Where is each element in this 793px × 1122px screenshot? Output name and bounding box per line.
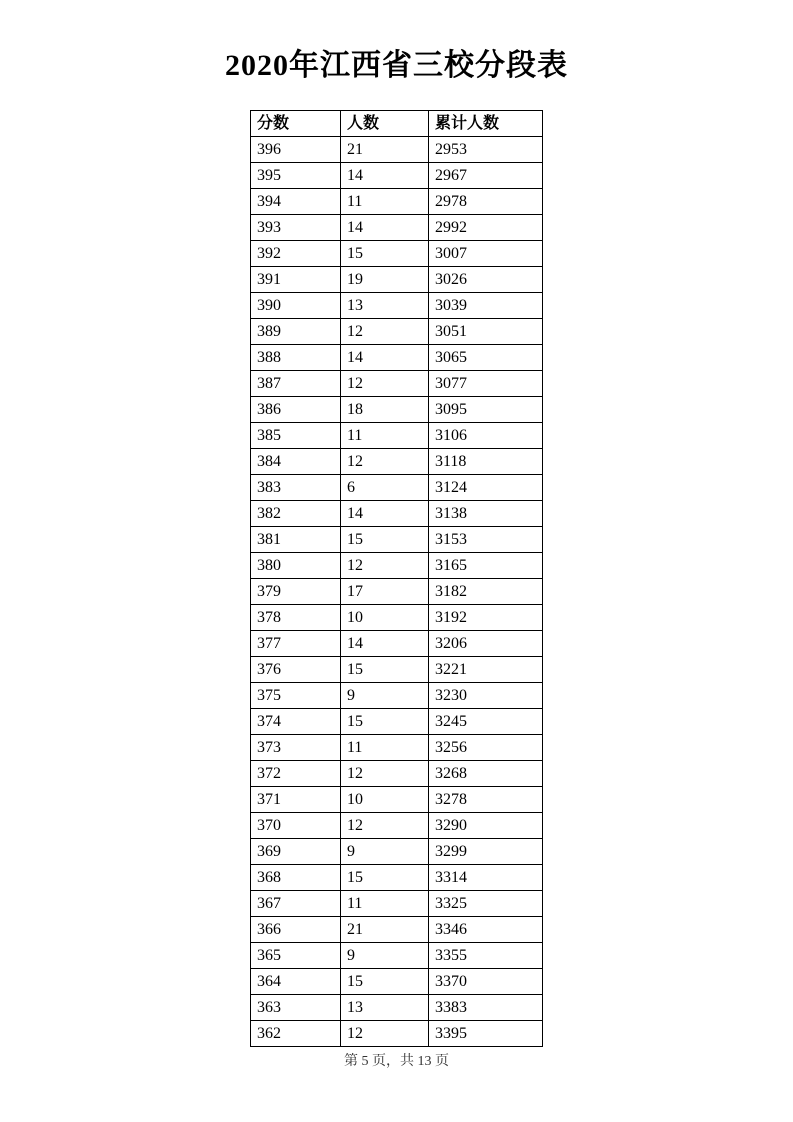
cell-score: 384 [251,449,341,475]
cell-count: 15 [341,657,429,683]
cell-score: 366 [251,917,341,943]
cell-score: 378 [251,605,341,631]
cell-count: 14 [341,345,429,371]
footer-page-number: 5 [361,1054,369,1069]
table-row [251,241,543,267]
cell-score: 371 [251,787,341,813]
cell-cumulative: 3039 [429,293,543,319]
cell-cumulative: 3370 [429,969,543,995]
score-table-container [0,110,793,1047]
cell-cumulative: 2978 [429,189,543,215]
cell-count: 12 [341,813,429,839]
cell-score: 391 [251,267,341,293]
table-row [251,553,543,579]
table-row [251,163,543,189]
cell-cumulative: 3153 [429,527,543,553]
footer-total-pages: 13 [417,1054,432,1069]
cell-score: 390 [251,293,341,319]
cell-score: 396 [251,137,341,163]
table-row [251,397,543,423]
cell-score: 392 [251,241,341,267]
table-row [251,579,543,605]
table-row [251,475,543,501]
cell-cumulative: 3182 [429,579,543,605]
table-row [251,501,543,527]
cell-count: 9 [341,943,429,969]
cell-score: 370 [251,813,341,839]
cell-count: 14 [341,215,429,241]
cell-count: 11 [341,423,429,449]
cell-score: 379 [251,579,341,605]
cell-score: 364 [251,969,341,995]
table-body [251,137,543,1047]
cell-cumulative: 3256 [429,735,543,761]
table-row [251,969,543,995]
cell-cumulative: 3077 [429,371,543,397]
cell-cumulative: 3192 [429,605,543,631]
cell-count: 12 [341,1021,429,1047]
cell-cumulative: 3106 [429,423,543,449]
cell-count: 6 [341,475,429,501]
cell-count: 21 [341,137,429,163]
cell-count: 21 [341,917,429,943]
cell-count: 17 [341,579,429,605]
cell-count: 14 [341,163,429,189]
cell-count: 14 [341,501,429,527]
footer-prefix: 第 [344,1054,358,1069]
table-row [251,423,543,449]
cell-count: 15 [341,709,429,735]
cell-cumulative: 3355 [429,943,543,969]
table-row [251,761,543,787]
cell-count: 11 [341,189,429,215]
table-row [251,891,543,917]
cell-score: 365 [251,943,341,969]
cell-cumulative: 3026 [429,267,543,293]
cell-count: 11 [341,891,429,917]
cell-cumulative: 3299 [429,839,543,865]
cell-cumulative: 3221 [429,657,543,683]
cell-score: 381 [251,527,341,553]
cell-cumulative: 3325 [429,891,543,917]
cell-count: 10 [341,605,429,631]
page-title: 2020年江西省三校分段表 [225,49,568,82]
cell-cumulative: 3165 [429,553,543,579]
cell-cumulative: 3051 [429,319,543,345]
table-row [251,631,543,657]
cell-count: 15 [341,865,429,891]
table-row [251,709,543,735]
cell-cumulative: 3118 [429,449,543,475]
table-row [251,787,543,813]
cell-score: 369 [251,839,341,865]
cell-score: 387 [251,371,341,397]
cell-count: 15 [341,241,429,267]
table-row [251,683,543,709]
table-header [251,111,543,137]
cell-score: 394 [251,189,341,215]
cell-cumulative: 2992 [429,215,543,241]
cell-count: 13 [341,293,429,319]
cell-cumulative: 2953 [429,137,543,163]
cell-score: 393 [251,215,341,241]
cell-count: 13 [341,995,429,1021]
column-header-score: 分数 [251,111,341,137]
page-footer [0,1050,793,1070]
table-row [251,813,543,839]
table-row [251,943,543,969]
cell-cumulative: 3095 [429,397,543,423]
cell-count: 12 [341,449,429,475]
table-row [251,267,543,293]
cell-score: 362 [251,1021,341,1047]
cell-cumulative: 3124 [429,475,543,501]
cell-count: 9 [341,683,429,709]
cell-score: 382 [251,501,341,527]
cell-score: 395 [251,163,341,189]
column-header-count: 人数 [341,111,429,137]
footer-middle: 页，共 [372,1054,414,1069]
cell-count: 9 [341,839,429,865]
column-header-cumulative: 累计人数 [429,111,543,137]
table-row [251,657,543,683]
cell-cumulative: 3138 [429,501,543,527]
table-row [251,917,543,943]
table-row [251,449,543,475]
cell-cumulative: 3245 [429,709,543,735]
cell-cumulative: 3314 [429,865,543,891]
cell-cumulative: 3278 [429,787,543,813]
cell-score: 367 [251,891,341,917]
cell-score: 388 [251,345,341,371]
table-header-row [251,111,543,137]
cell-count: 15 [341,969,429,995]
cell-score: 385 [251,423,341,449]
cell-cumulative: 3007 [429,241,543,267]
cell-count: 12 [341,761,429,787]
cell-count: 12 [341,319,429,345]
cell-score: 377 [251,631,341,657]
cell-count: 12 [341,371,429,397]
cell-count: 15 [341,527,429,553]
cell-score: 373 [251,735,341,761]
table-row [251,319,543,345]
cell-score: 383 [251,475,341,501]
cell-count: 12 [341,553,429,579]
table-row [251,293,543,319]
table-row [251,995,543,1021]
table-row [251,137,543,163]
table-row [251,527,543,553]
cell-cumulative: 3290 [429,813,543,839]
table-row [251,839,543,865]
cell-score: 376 [251,657,341,683]
cell-cumulative: 3383 [429,995,543,1021]
table-row [251,735,543,761]
cell-score: 372 [251,761,341,787]
footer-suffix: 页 [435,1054,449,1069]
cell-cumulative: 3206 [429,631,543,657]
cell-count: 14 [341,631,429,657]
table-row [251,605,543,631]
table-row [251,189,543,215]
cell-count: 19 [341,267,429,293]
cell-cumulative: 3268 [429,761,543,787]
table-row [251,345,543,371]
score-distribution-table [250,110,543,1047]
cell-score: 368 [251,865,341,891]
table-row [251,865,543,891]
cell-score: 389 [251,319,341,345]
cell-count: 18 [341,397,429,423]
cell-cumulative: 3395 [429,1021,543,1047]
cell-cumulative: 3065 [429,345,543,371]
cell-score: 386 [251,397,341,423]
cell-score: 363 [251,995,341,1021]
table-row [251,215,543,241]
cell-count: 10 [341,787,429,813]
table-row [251,1021,543,1047]
cell-score: 380 [251,553,341,579]
cell-cumulative: 3346 [429,917,543,943]
cell-cumulative: 3230 [429,683,543,709]
cell-score: 374 [251,709,341,735]
cell-cumulative: 2967 [429,163,543,189]
cell-count: 11 [341,735,429,761]
table-row [251,371,543,397]
cell-score: 375 [251,683,341,709]
